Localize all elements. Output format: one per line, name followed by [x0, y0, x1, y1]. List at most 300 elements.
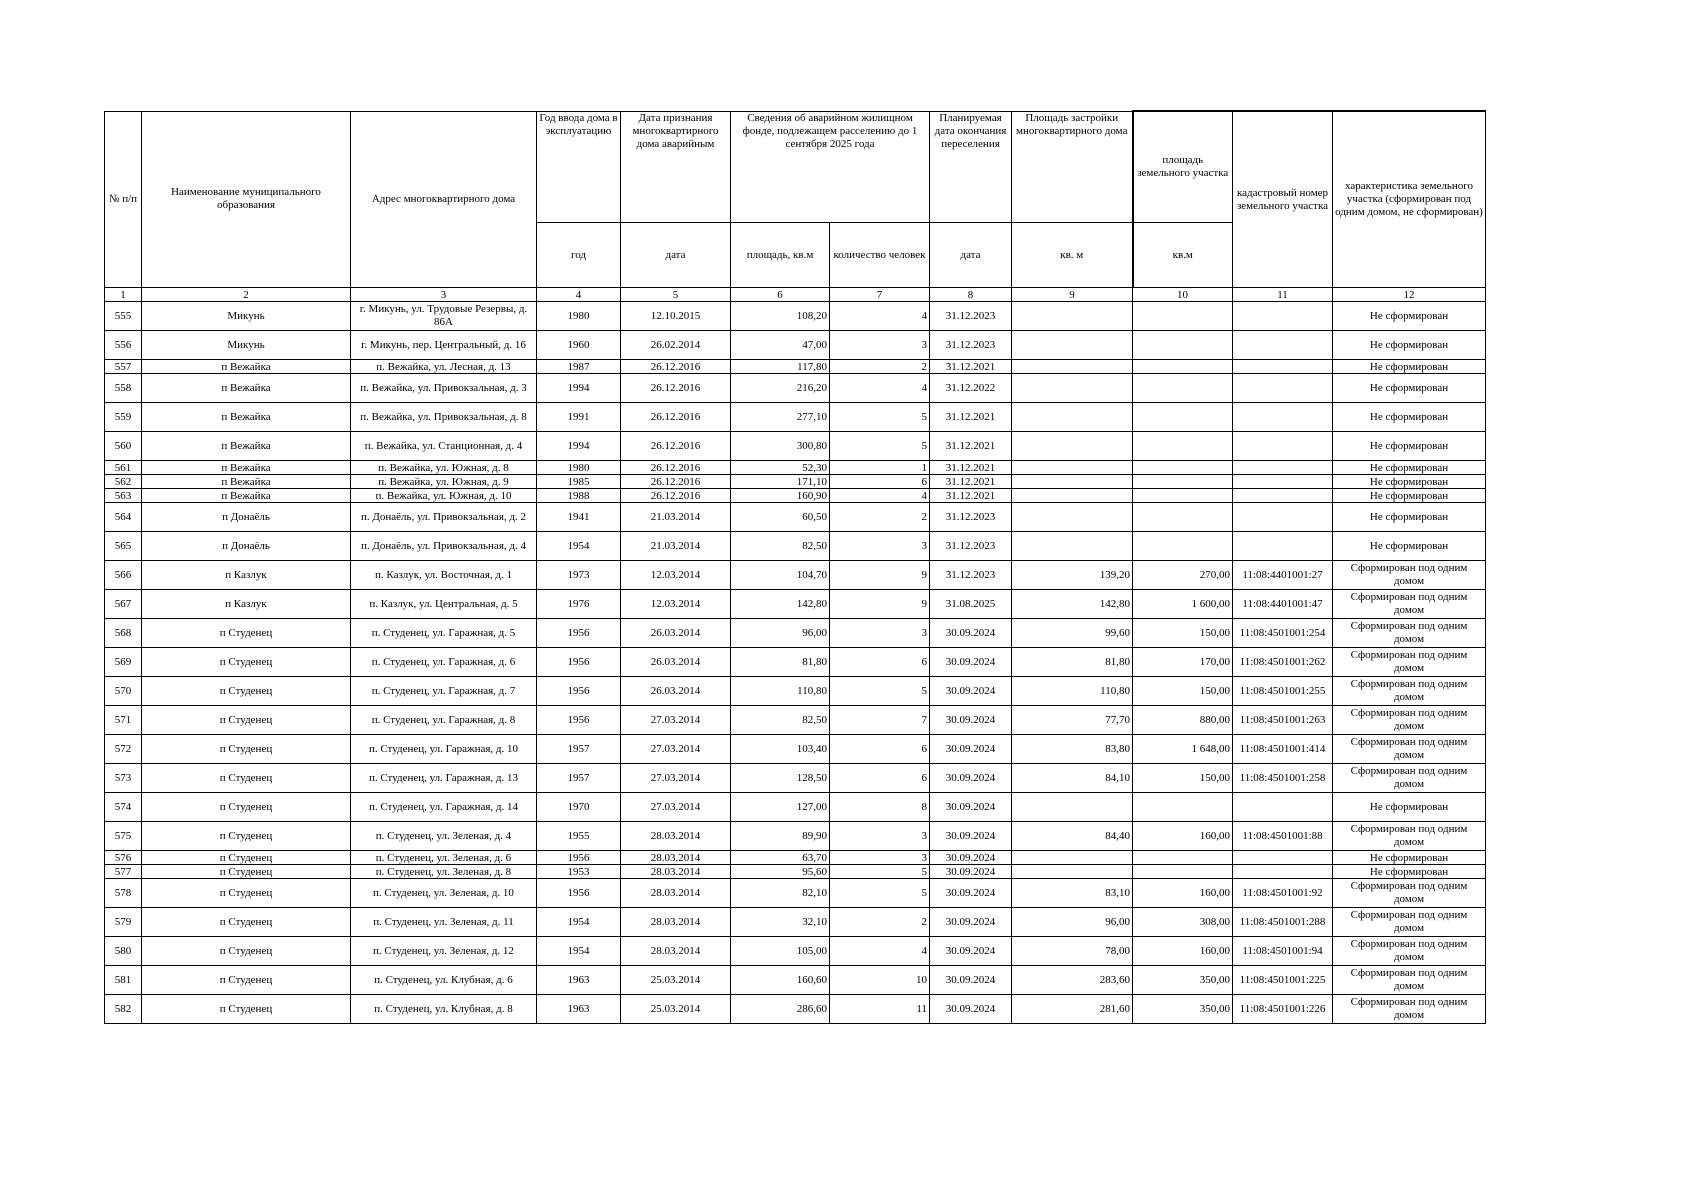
- cell-address: п. Донаёль, ул. Привокзальная, д. 4: [351, 532, 537, 561]
- cell-building-area: [1012, 374, 1133, 403]
- column-number: 11: [1233, 288, 1333, 302]
- cell-end-date: 31.12.2021: [930, 432, 1012, 461]
- cell-land-area: [1133, 865, 1233, 879]
- cell-people: 6: [830, 764, 930, 793]
- cell-land-area: 1 648,00: [1133, 735, 1233, 764]
- cell-emergency-date: 26.03.2014: [621, 677, 731, 706]
- cell-emergency-date: 25.03.2014: [621, 995, 731, 1024]
- cell-end-date: 30.09.2024: [930, 937, 1012, 966]
- header-planned-end-date: Планируемая дата окончания переселения: [930, 111, 1012, 223]
- cell-commission-year: 1956: [537, 706, 621, 735]
- cell-commission-year: 1991: [537, 403, 621, 432]
- cell-address: п. Студенец, ул. Гаражная, д. 5: [351, 619, 537, 648]
- cell-address: п. Студенец, ул. Клубная, д. 6: [351, 966, 537, 995]
- cell-building-area: 84,40: [1012, 822, 1133, 851]
- cell-land-area: 170,00: [1133, 648, 1233, 677]
- cell-address: п. Студенец, ул. Зеленая, д. 10: [351, 879, 537, 908]
- cell-area: 82,50: [731, 706, 830, 735]
- cell-cadastral-number: 11:08:4501001:414: [1233, 735, 1333, 764]
- cell-address: п. Вежайка, ул. Привокзальная, д. 3: [351, 374, 537, 403]
- cell-land-area: 150,00: [1133, 677, 1233, 706]
- cell-building-area: [1012, 403, 1133, 432]
- cell-building-area: [1012, 475, 1133, 489]
- cell-municipality: Микунь: [142, 331, 351, 360]
- cell-address: п. Вежайка, ул. Южная, д. 8: [351, 461, 537, 475]
- cell-commission-year: 1980: [537, 461, 621, 475]
- cell-cadastral-number: [1233, 461, 1333, 475]
- table-body: [105, 302, 1486, 1024]
- cell-row-number: 555: [105, 302, 142, 331]
- cell-area: 105,00: [731, 937, 830, 966]
- cell-row-number: 564: [105, 503, 142, 532]
- cell-end-date: 30.09.2024: [930, 793, 1012, 822]
- cell-address: п. Вежайка, ул. Лесная, д. 13: [351, 360, 537, 374]
- cell-municipality: п Вежайка: [142, 461, 351, 475]
- cell-address: п. Студенец, ул. Зеленая, д. 8: [351, 865, 537, 879]
- table-row: [105, 822, 1486, 851]
- cell-people: 2: [830, 908, 930, 937]
- column-number: 7: [830, 288, 930, 302]
- cell-emergency-date: 26.12.2016: [621, 360, 731, 374]
- cell-land-status: Сформирован под одним домом: [1333, 908, 1486, 937]
- cell-area: 89,90: [731, 822, 830, 851]
- cell-municipality: п Вежайка: [142, 475, 351, 489]
- table-row: [105, 793, 1486, 822]
- cell-cadastral-number: [1233, 503, 1333, 532]
- column-number: 1: [105, 288, 142, 302]
- cell-emergency-date: 21.03.2014: [621, 503, 731, 532]
- column-number: 2: [142, 288, 351, 302]
- header-commission-year: Год ввода дома в эксплуатацию: [537, 111, 621, 223]
- cell-commission-year: 1980: [537, 302, 621, 331]
- cell-row-number: 563: [105, 489, 142, 503]
- column-number: 4: [537, 288, 621, 302]
- cell-municipality: п Казлук: [142, 590, 351, 619]
- cell-people: 3: [830, 619, 930, 648]
- cell-end-date: 30.09.2024: [930, 677, 1012, 706]
- cell-cadastral-number: [1233, 432, 1333, 461]
- cell-row-number: 560: [105, 432, 142, 461]
- cell-cadastral-number: [1233, 374, 1333, 403]
- cell-address: п. Студенец, ул. Зеленая, д. 12: [351, 937, 537, 966]
- cell-people: 3: [830, 822, 930, 851]
- cell-people: 2: [830, 503, 930, 532]
- emergency-housing-table: [104, 110, 1486, 1024]
- header-emergency-date: Дата признания многоквартирного дома аварийным: [621, 111, 731, 223]
- cell-emergency-date: 28.03.2014: [621, 937, 731, 966]
- cell-emergency-date: 12.03.2014: [621, 590, 731, 619]
- header-row-number: № п/п: [105, 111, 142, 288]
- cell-land-area: 308,00: [1133, 908, 1233, 937]
- cell-row-number: 577: [105, 865, 142, 879]
- table-row: [105, 966, 1486, 995]
- cell-building-area: 83,10: [1012, 879, 1133, 908]
- subheader-end-date: дата: [930, 223, 1012, 288]
- cell-row-number: 573: [105, 764, 142, 793]
- cell-people: 5: [830, 879, 930, 908]
- cell-people: 5: [830, 677, 930, 706]
- cell-commission-year: 1960: [537, 331, 621, 360]
- table-row: [105, 360, 1486, 374]
- cell-building-area: [1012, 532, 1133, 561]
- cell-row-number: 558: [105, 374, 142, 403]
- cell-land-status: Сформирован под одним домом: [1333, 879, 1486, 908]
- cell-address: п. Студенец, ул. Гаражная, д. 6: [351, 648, 537, 677]
- cell-land-status: Сформирован под одним домом: [1333, 966, 1486, 995]
- table-row: [105, 331, 1486, 360]
- cell-commission-year: 1956: [537, 648, 621, 677]
- cell-building-area: 283,60: [1012, 966, 1133, 995]
- subheader-date: дата: [621, 223, 731, 288]
- subheader-area: площадь, кв.м: [731, 223, 830, 288]
- cell-row-number: 574: [105, 793, 142, 822]
- cell-people: 6: [830, 648, 930, 677]
- cell-area: 286,60: [731, 995, 830, 1024]
- cell-commission-year: 1956: [537, 851, 621, 865]
- cell-land-area: 350,00: [1133, 966, 1233, 995]
- cell-address: п. Казлук, ул. Центральная, д. 5: [351, 590, 537, 619]
- cell-address: п. Вежайка, ул. Южная, д. 10: [351, 489, 537, 503]
- cell-people: 5: [830, 432, 930, 461]
- cell-commission-year: 1976: [537, 590, 621, 619]
- cell-address: п. Студенец, ул. Гаражная, д. 8: [351, 706, 537, 735]
- cell-municipality: п Студенец: [142, 865, 351, 879]
- cell-people: 5: [830, 403, 930, 432]
- cell-cadastral-number: [1233, 489, 1333, 503]
- cell-area: 81,80: [731, 648, 830, 677]
- header-address: Адрес многоквартирного дома: [351, 111, 537, 288]
- cell-people: 6: [830, 735, 930, 764]
- cell-people: 4: [830, 374, 930, 403]
- cell-area: 32,10: [731, 908, 830, 937]
- cell-emergency-date: 25.03.2014: [621, 966, 731, 995]
- column-number: 9: [1012, 288, 1133, 302]
- cell-municipality: Микунь: [142, 302, 351, 331]
- cell-emergency-date: 28.03.2014: [621, 879, 731, 908]
- header-emergency-fund: Сведения об аварийном жилищном фонде, подлежащем расселению до 1 сентября 2025 года: [731, 111, 930, 223]
- table-row: [105, 432, 1486, 461]
- cell-end-date: 30.09.2024: [930, 851, 1012, 865]
- cell-end-date: 30.09.2024: [930, 879, 1012, 908]
- table-row: [105, 648, 1486, 677]
- cell-people: 4: [830, 937, 930, 966]
- cell-people: 10: [830, 966, 930, 995]
- cell-row-number: 579: [105, 908, 142, 937]
- cell-end-date: 31.12.2022: [930, 374, 1012, 403]
- cell-people: 9: [830, 561, 930, 590]
- cell-municipality: п Студенец: [142, 966, 351, 995]
- cell-building-area: 110,80: [1012, 677, 1133, 706]
- cell-municipality: п Студенец: [142, 851, 351, 865]
- cell-end-date: 30.09.2024: [930, 995, 1012, 1024]
- cell-end-date: 30.09.2024: [930, 735, 1012, 764]
- cell-land-area: [1133, 302, 1233, 331]
- cell-address: п. Студенец, ул. Гаражная, д. 7: [351, 677, 537, 706]
- cell-building-area: [1012, 851, 1133, 865]
- table-row: [105, 764, 1486, 793]
- cell-end-date: 30.09.2024: [930, 706, 1012, 735]
- cell-address: п. Вежайка, ул. Станционная, д. 4: [351, 432, 537, 461]
- cell-area: 108,20: [731, 302, 830, 331]
- cell-building-area: 84,10: [1012, 764, 1133, 793]
- cell-municipality: п Донаёль: [142, 503, 351, 532]
- cell-end-date: 31.12.2021: [930, 461, 1012, 475]
- cell-people: 6: [830, 475, 930, 489]
- cell-building-area: [1012, 302, 1133, 331]
- cell-emergency-date: 12.03.2014: [621, 561, 731, 590]
- cell-end-date: 31.12.2023: [930, 331, 1012, 360]
- cell-land-status: Не сформирован: [1333, 793, 1486, 822]
- cell-emergency-date: 26.03.2014: [621, 648, 731, 677]
- cell-municipality: п Студенец: [142, 937, 351, 966]
- cell-land-area: 150,00: [1133, 764, 1233, 793]
- cell-land-area: 160,00: [1133, 879, 1233, 908]
- cell-land-status: Не сформирован: [1333, 851, 1486, 865]
- header-building-area: Площадь застройки многоквартирного дома: [1012, 111, 1133, 223]
- header-land-area: площадь земельного участка: [1133, 111, 1233, 223]
- table-row: [105, 532, 1486, 561]
- cell-row-number: 572: [105, 735, 142, 764]
- column-number: 3: [351, 288, 537, 302]
- cell-end-date: 31.08.2025: [930, 590, 1012, 619]
- cell-end-date: 30.09.2024: [930, 908, 1012, 937]
- cell-emergency-date: 26.12.2016: [621, 403, 731, 432]
- cell-land-area: [1133, 461, 1233, 475]
- cell-building-area: [1012, 793, 1133, 822]
- cell-land-status: Сформирован под одним домом: [1333, 561, 1486, 590]
- cell-commission-year: 1957: [537, 735, 621, 764]
- cell-commission-year: 1955: [537, 822, 621, 851]
- cell-building-area: 96,00: [1012, 908, 1133, 937]
- cell-building-area: [1012, 461, 1133, 475]
- cell-area: 277,10: [731, 403, 830, 432]
- cell-municipality: п Студенец: [142, 822, 351, 851]
- cell-cadastral-number: [1233, 851, 1333, 865]
- cell-municipality: п Студенец: [142, 677, 351, 706]
- cell-emergency-date: 28.03.2014: [621, 908, 731, 937]
- cell-address: п. Казлук, ул. Восточная, д. 1: [351, 561, 537, 590]
- cell-people: 3: [830, 532, 930, 561]
- cell-land-area: [1133, 793, 1233, 822]
- cell-area: 96,00: [731, 619, 830, 648]
- cell-emergency-date: 27.03.2014: [621, 793, 731, 822]
- table-row: [105, 302, 1486, 331]
- cell-land-status: Сформирован под одним домом: [1333, 619, 1486, 648]
- cell-land-status: Сформирован под одним домом: [1333, 995, 1486, 1024]
- cell-land-area: [1133, 503, 1233, 532]
- cell-end-date: 30.09.2024: [930, 822, 1012, 851]
- cell-address: г. Микунь, ул. Трудовые Резервы, д. 86А: [351, 302, 537, 331]
- cell-building-area: 77,70: [1012, 706, 1133, 735]
- cell-municipality: п Студенец: [142, 706, 351, 735]
- cell-cadastral-number: 11:08:4501001:92: [1233, 879, 1333, 908]
- header-land-status: характеристика земельного участка (сформирован под одним домом, не сформирован): [1333, 111, 1486, 288]
- table-row: [105, 489, 1486, 503]
- cell-cadastral-number: 11:08:4501001:288: [1233, 908, 1333, 937]
- cell-area: 160,60: [731, 966, 830, 995]
- cell-land-area: [1133, 851, 1233, 865]
- cell-cadastral-number: [1233, 475, 1333, 489]
- cell-land-area: [1133, 374, 1233, 403]
- cell-commission-year: 1988: [537, 489, 621, 503]
- cell-area: 82,10: [731, 879, 830, 908]
- cell-cadastral-number: [1233, 302, 1333, 331]
- cell-emergency-date: 27.03.2014: [621, 706, 731, 735]
- cell-address: г. Микунь, пер. Центральный, д. 16: [351, 331, 537, 360]
- cell-land-area: [1133, 489, 1233, 503]
- cell-end-date: 30.09.2024: [930, 764, 1012, 793]
- cell-land-area: 1 600,00: [1133, 590, 1233, 619]
- cell-commission-year: 1956: [537, 619, 621, 648]
- table-row: [105, 677, 1486, 706]
- cell-land-area: [1133, 532, 1233, 561]
- cell-building-area: [1012, 360, 1133, 374]
- cell-municipality: п Вежайка: [142, 432, 351, 461]
- subheader-year: год: [537, 223, 621, 288]
- cell-commission-year: 1956: [537, 879, 621, 908]
- cell-land-area: 270,00: [1133, 561, 1233, 590]
- subheader-people: количество человек: [830, 223, 930, 288]
- cell-cadastral-number: 11:08:4501001:258: [1233, 764, 1333, 793]
- cell-building-area: 139,20: [1012, 561, 1133, 590]
- cell-emergency-date: 12.10.2015: [621, 302, 731, 331]
- table-row: [105, 503, 1486, 532]
- table-row: [105, 475, 1486, 489]
- cell-row-number: 568: [105, 619, 142, 648]
- cell-end-date: 31.12.2021: [930, 403, 1012, 432]
- cell-building-area: 142,80: [1012, 590, 1133, 619]
- cell-cadastral-number: [1233, 360, 1333, 374]
- cell-row-number: 562: [105, 475, 142, 489]
- cell-area: 142,80: [731, 590, 830, 619]
- table-header: [105, 111, 1486, 302]
- cell-row-number: 570: [105, 677, 142, 706]
- cell-people: 7: [830, 706, 930, 735]
- cell-row-number: 578: [105, 879, 142, 908]
- cell-cadastral-number: 11:08:4501001:263: [1233, 706, 1333, 735]
- cell-emergency-date: 26.12.2016: [621, 475, 731, 489]
- cell-land-area: 880,00: [1133, 706, 1233, 735]
- cell-area: 127,00: [731, 793, 830, 822]
- cell-emergency-date: 27.03.2014: [621, 764, 731, 793]
- cell-area: 110,80: [731, 677, 830, 706]
- cell-area: 171,10: [731, 475, 830, 489]
- cell-land-status: Не сформирован: [1333, 865, 1486, 879]
- cell-municipality: п Вежайка: [142, 360, 351, 374]
- cell-commission-year: 1987: [537, 360, 621, 374]
- cell-row-number: 557: [105, 360, 142, 374]
- cell-municipality: п Студенец: [142, 619, 351, 648]
- cell-end-date: 31.12.2023: [930, 561, 1012, 590]
- cell-commission-year: 1957: [537, 764, 621, 793]
- cell-area: 300,80: [731, 432, 830, 461]
- cell-area: 63,70: [731, 851, 830, 865]
- cell-end-date: 31.12.2021: [930, 489, 1012, 503]
- cell-land-status: Не сформирован: [1333, 461, 1486, 475]
- cell-address: п. Вежайка, ул. Привокзальная, д. 8: [351, 403, 537, 432]
- table-row: [105, 879, 1486, 908]
- cell-cadastral-number: 11:08:4401001:47: [1233, 590, 1333, 619]
- cell-emergency-date: 26.12.2016: [621, 461, 731, 475]
- cell-land-area: 160,00: [1133, 937, 1233, 966]
- subheader-building-unit: кв. м: [1012, 223, 1133, 288]
- cell-row-number: 575: [105, 822, 142, 851]
- cell-land-status: Не сформирован: [1333, 360, 1486, 374]
- cell-area: 104,70: [731, 561, 830, 590]
- cell-end-date: 31.12.2023: [930, 302, 1012, 331]
- cell-emergency-date: 28.03.2014: [621, 822, 731, 851]
- cell-cadastral-number: [1233, 865, 1333, 879]
- table-row: [105, 865, 1486, 879]
- cell-commission-year: 1970: [537, 793, 621, 822]
- cell-land-status: Не сформирован: [1333, 532, 1486, 561]
- cell-commission-year: 1956: [537, 677, 621, 706]
- cell-cadastral-number: 11:08:4401001:27: [1233, 561, 1333, 590]
- cell-cadastral-number: 11:08:4501001:255: [1233, 677, 1333, 706]
- cell-address: п. Студенец, ул. Зеленая, д. 4: [351, 822, 537, 851]
- column-number-row: [105, 288, 1486, 302]
- cell-row-number: 569: [105, 648, 142, 677]
- table-row: [105, 590, 1486, 619]
- cell-land-area: 350,00: [1133, 995, 1233, 1024]
- cell-emergency-date: 28.03.2014: [621, 851, 731, 865]
- cell-building-area: [1012, 331, 1133, 360]
- cell-people: 1: [830, 461, 930, 475]
- cell-municipality: п Студенец: [142, 995, 351, 1024]
- cell-municipality: п Студенец: [142, 648, 351, 677]
- table-row: [105, 561, 1486, 590]
- table-row: [105, 619, 1486, 648]
- cell-emergency-date: 26.12.2016: [621, 432, 731, 461]
- cell-emergency-date: 21.03.2014: [621, 532, 731, 561]
- cell-building-area: 81,80: [1012, 648, 1133, 677]
- cell-land-status: Не сформирован: [1333, 331, 1486, 360]
- cell-commission-year: 1954: [537, 908, 621, 937]
- column-number: 6: [731, 288, 830, 302]
- cell-land-status: Не сформирован: [1333, 489, 1486, 503]
- table-row: [105, 403, 1486, 432]
- cell-land-status: Сформирован под одним домом: [1333, 764, 1486, 793]
- cell-land-status: Не сформирован: [1333, 374, 1486, 403]
- cell-land-status: Сформирован под одним домом: [1333, 937, 1486, 966]
- cell-area: 47,00: [731, 331, 830, 360]
- cell-end-date: 30.09.2024: [930, 619, 1012, 648]
- cell-commission-year: 1973: [537, 561, 621, 590]
- header-cadastral-number: кадастровый номер земельного участка: [1233, 111, 1333, 288]
- table-row: [105, 461, 1486, 475]
- cell-people: 2: [830, 360, 930, 374]
- cell-municipality: п Вежайка: [142, 403, 351, 432]
- cell-land-status: Не сформирован: [1333, 432, 1486, 461]
- cell-building-area: [1012, 489, 1133, 503]
- cell-area: 216,20: [731, 374, 830, 403]
- table-row: [105, 706, 1486, 735]
- cell-cadastral-number: 11:08:4501001:94: [1233, 937, 1333, 966]
- cell-land-status: Сформирован под одним домом: [1333, 648, 1486, 677]
- cell-people: 4: [830, 302, 930, 331]
- cell-cadastral-number: 11:08:4501001:88: [1233, 822, 1333, 851]
- cell-end-date: 31.12.2021: [930, 360, 1012, 374]
- cell-address: п. Донаёль, ул. Привокзальная, д. 2: [351, 503, 537, 532]
- cell-row-number: 580: [105, 937, 142, 966]
- cell-municipality: п Студенец: [142, 908, 351, 937]
- cell-address: п. Студенец, ул. Клубная, д. 8: [351, 995, 537, 1024]
- cell-commission-year: 1994: [537, 432, 621, 461]
- cell-cadastral-number: [1233, 793, 1333, 822]
- cell-land-status: Не сформирован: [1333, 503, 1486, 532]
- cell-row-number: 561: [105, 461, 142, 475]
- cell-row-number: 581: [105, 966, 142, 995]
